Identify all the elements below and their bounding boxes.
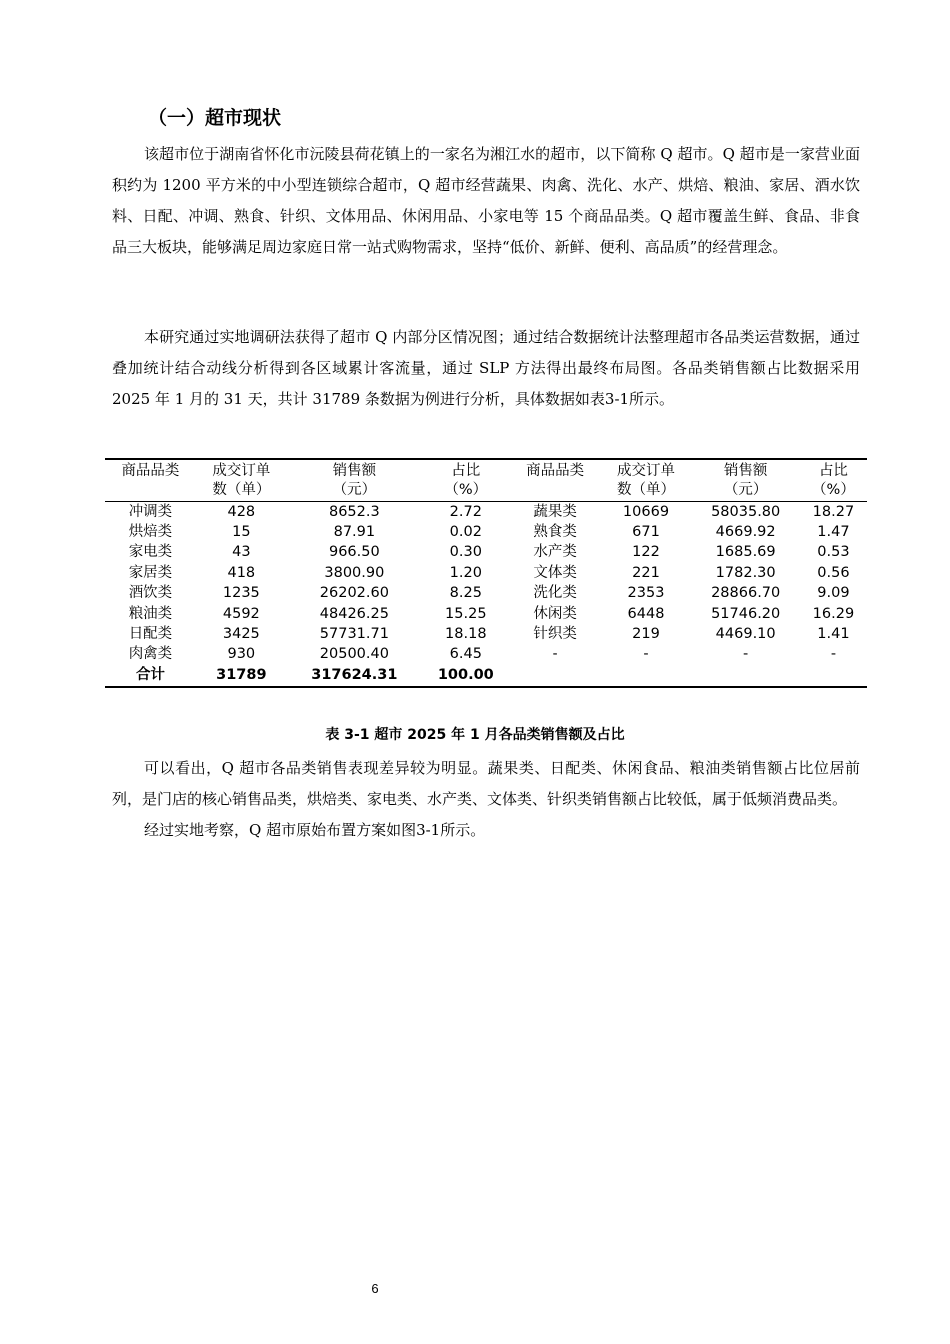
table-cell: 18.18 [445, 626, 487, 643]
analysis-paragraph-block [112, 753, 860, 846]
table-cell: 966.50 [328, 544, 380, 561]
table-cell: 51746.20 [711, 605, 781, 622]
column-header-line: （元） [332, 482, 377, 498]
category-cell: 家电类 [128, 544, 173, 561]
category-cell: 酒饮类 [128, 585, 173, 602]
category-cell: 洗化类 [533, 585, 577, 602]
table-cell: 1685.69 [715, 544, 776, 561]
table-cell: 0.02 [449, 524, 482, 541]
total-cell [691, 665, 799, 686]
paragraph-layout-reference: 经过实地考察，Q 超市原始布置方案如图3-1所示。 [144, 821, 486, 839]
total-cell: 317624.31 [311, 666, 398, 683]
table-cell: 10669 [622, 503, 670, 520]
table-cell: 6448 [627, 605, 665, 622]
table-row [105, 563, 867, 583]
category-cell: 文体类 [533, 564, 577, 581]
table-cell: 930 [227, 646, 256, 663]
category-cell: 熟食类 [533, 524, 577, 541]
column-header-line: 成交订单 [212, 463, 271, 479]
total-cell [601, 665, 692, 686]
table-cell: 1.47 [817, 524, 850, 541]
column-header-line: （%） [444, 482, 488, 498]
table-row [105, 604, 867, 624]
table-cell: 0.56 [817, 564, 850, 581]
category-cell: 休闲类 [533, 605, 577, 622]
intro-paragraph-block [112, 139, 860, 263]
column-header [287, 459, 422, 502]
column-header-line: 商品品类 [526, 463, 585, 479]
table-cell: 15 [232, 524, 251, 541]
column-header-line: （元） [723, 482, 768, 498]
table-cell: 1.20 [449, 564, 482, 581]
column-header-line: 占比 [818, 463, 848, 479]
table-cell: 6.45 [449, 646, 482, 663]
total-cell: 合计 [135, 666, 165, 683]
table-cell: 43 [232, 544, 251, 561]
column-header-line: 数（单） [616, 482, 675, 498]
table-cell: 20500.40 [319, 646, 389, 663]
table-header-row [105, 459, 867, 502]
table-header [105, 459, 867, 502]
table-cell: 0.30 [449, 544, 482, 561]
column-header [105, 459, 196, 502]
table-row [105, 584, 867, 604]
table-cell: 1782.30 [715, 564, 776, 581]
column-header-line: 销售额 [723, 463, 768, 479]
table-cell: 3800.90 [324, 564, 385, 581]
table-cell: 219 [632, 626, 660, 643]
column-header [196, 459, 287, 502]
table-cell: 4669.92 [715, 524, 776, 541]
paragraph-supermarket-overview: 该超市位于湖南省怀化市沅陵县荷花镇上的一家名为湘江水的超市，以下简称 Q 超市。Q 超市是一家营业面积约为 1200 平方米的中小型连锁综合超市，Q 超市经营蔬果、肉禽、洗化、水产、烘焙、粮油、家居、酒水饮料、日配、冲调、熟食、针织、文体用品、休闲用品、小家电等 15 个商品品类。Q 超市覆盖生鲜、食品、非食品三大板块，能够满足周边家庭日常一站式购物需求，坚持“低价、新鲜、便利、高品质”的经营理念。 [112, 145, 860, 256]
total-cell [800, 665, 867, 686]
column-header-line: 数（单） [212, 482, 271, 498]
paragraph-sales-analysis: 可以看出，Q 超市各品类销售表现差异较为明显。蔬果类、日配类、休闲食品、粮油类销售额占比位居前列，是门店的核心销售品类，烘焙类、家电类、水产类、文体类、针织类销售额占比较低，属于低频消费品类。 [112, 759, 860, 808]
table-cell: 48426.25 [319, 605, 389, 622]
method-paragraph-block [112, 322, 860, 415]
category-cell: 水产类 [533, 544, 577, 561]
total-cell: 31789 [216, 666, 267, 683]
category-cell: 家居类 [128, 564, 173, 581]
table-cell: 3425 [222, 626, 260, 643]
column-header [422, 459, 510, 502]
table-cell: 26202.60 [319, 585, 389, 602]
category-cell: 日配类 [128, 626, 173, 643]
sales-table-container [105, 458, 867, 688]
table-cell: 1.41 [817, 626, 850, 643]
column-header [601, 459, 692, 502]
table-cell: 1235 [222, 585, 260, 602]
table-total-row [105, 665, 867, 686]
table-cell: - [743, 646, 749, 663]
column-header [800, 459, 867, 502]
total-cell: 100.00 [437, 666, 494, 683]
table-cell: 4469.10 [715, 626, 776, 643]
table-row [105, 645, 867, 665]
table-cell: 428 [227, 503, 256, 520]
category-cell: 蔬果类 [533, 503, 577, 520]
category-cell: 粮油类 [128, 605, 173, 622]
category-cell: 烘焙类 [128, 524, 173, 541]
table-row [105, 543, 867, 563]
total-cell [510, 665, 601, 686]
table-cell: 9.09 [817, 585, 850, 602]
table-cell: 28866.70 [711, 585, 781, 602]
table-cell: 8652.3 [328, 503, 380, 520]
table-cell: 16.29 [812, 605, 855, 622]
category-cell: 肉禽类 [128, 646, 173, 663]
table-cell: 671 [632, 524, 660, 541]
column-header-line: 销售额 [332, 463, 377, 479]
category-cell: 针织类 [533, 626, 577, 643]
table-cell: 15.25 [445, 605, 487, 622]
table-cell: 18.27 [812, 503, 855, 520]
table-cell: - [643, 646, 649, 663]
table-cell: 87.91 [333, 524, 376, 541]
column-header-line: （%） [812, 482, 855, 498]
category-cell: - [552, 646, 558, 663]
table-cell: 57731.71 [319, 626, 389, 643]
column-header [510, 459, 601, 502]
table-cell: 221 [632, 564, 660, 581]
table-cell: - [830, 646, 837, 663]
table-row [105, 522, 867, 542]
table-cell: 58035.80 [711, 503, 781, 520]
table-caption: 表 3-1 超市 2025 年 1 月各品类销售额及占比 [325, 727, 625, 743]
paragraph-research-method: 本研究通过实地调研法获得了超市 Q 内部分区情况图；通过结合数据统计法整理超市各品类运营数据，通过叠加统计结合动线分析得到各区域累计客流量，通过 SLP 方法得出最终布局图。各品类销售额占比数据采用 2025 年 1 月的 31 天，共计 31789 条数据为例进行分析，具体数据如表3-1所示。 [112, 328, 860, 408]
section-heading: （一）超市现状 [148, 107, 282, 129]
column-header-line: 商品品类 [121, 463, 180, 479]
category-cell: 冲调类 [128, 503, 173, 520]
table-row [105, 502, 867, 523]
table-cell: 2.72 [449, 503, 482, 520]
table-row [105, 624, 867, 644]
table-cell: 2353 [627, 585, 665, 602]
table-cell: 0.53 [817, 544, 850, 561]
table-cell: 4592 [222, 605, 260, 622]
column-header [691, 459, 799, 502]
table-cell: 122 [632, 544, 660, 561]
column-header-line: 占比 [451, 463, 481, 479]
sales-by-category-table [105, 458, 867, 688]
table-body [105, 502, 867, 687]
table-cell: 8.25 [449, 585, 482, 602]
table-cell: 418 [227, 564, 256, 581]
column-header-line: 成交订单 [616, 463, 675, 479]
page-number: 6 [371, 1281, 379, 1296]
